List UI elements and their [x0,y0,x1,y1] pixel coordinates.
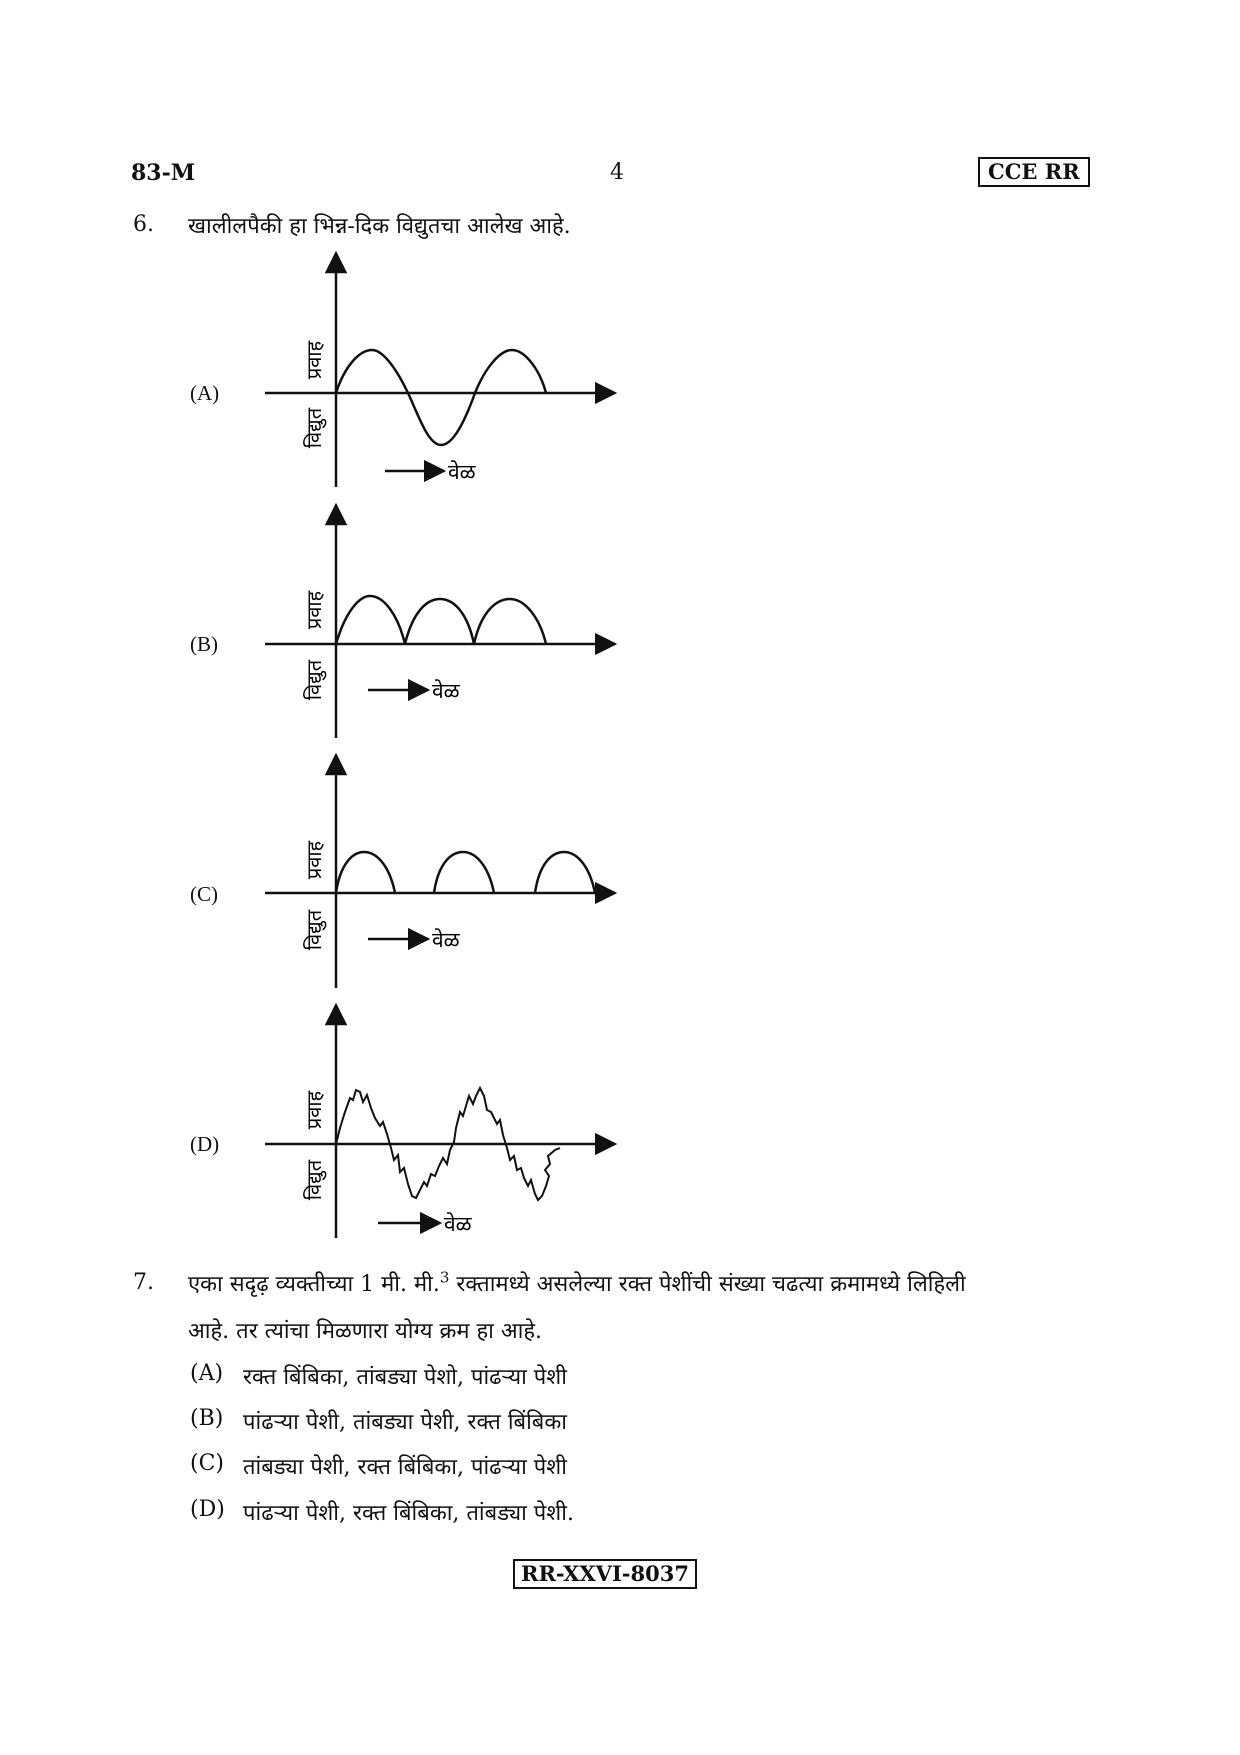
series-code-box: CCE RR [978,157,1090,187]
graph-c-arch-3 [535,852,595,893]
graph-c-y-label-bottom: विद्युत [302,909,326,951]
unit-superscript: 3 [439,1268,450,1287]
paper-code: 83-M [131,160,196,186]
graph-b-x-label: वेळ [432,679,460,703]
graph-c-y-label-top: प्रवाह [302,840,326,880]
graph-d-label: (D) [190,1132,220,1156]
option-b-text: पांढऱ्या पेशी, तांबड्या पेशी, रक्त बिंबिका [243,1410,567,1435]
option-c-text: तांबड्या पेशी, रक्त बिंबिका, पांढऱ्या पेशी [243,1455,567,1480]
graph-a-y-label-bottom: विद्युत [302,407,326,449]
graph-b-curve [336,596,546,644]
graph-c-label: (C) [190,882,218,906]
option-a-text: रक्त बिंबिका, तांबड्या पेशो, पांढऱ्या पेशी [243,1365,567,1390]
graph-c-arch-2 [434,852,494,893]
graph-d-y-label-bottom: विद्युत [302,1159,326,1201]
option-b-label: (B) [190,1406,224,1431]
footer-code-box: RR-XXVI-8037 [513,1559,697,1589]
graph-a-y-label-top: प्रवाह [302,340,326,380]
option-d-label: (D) [190,1497,225,1522]
option-d-text: पांढऱ्या पेशी, रक्त बिंबिका, तांबड्या पेशी. [243,1501,574,1526]
graph-a-curve [336,350,546,445]
question-7-line-1-end: रक्तामध्ये असलेल्या रक्त पेशींची संख्या चढत्या क्रमामध्ये लिहिली [449,1272,966,1297]
question-6-number: 6. [133,212,154,237]
graph-d-y-label-top: प्रवाह [302,1090,326,1130]
question-7-line-1 [188,1268,966,1298]
graph-b-y-label-top: प्रवाह [302,590,326,630]
graph-a-label: (A) [190,381,220,405]
graph-c-arch-1 [336,852,395,893]
option-c-label: (C) [190,1451,224,1476]
graph-a-x-label: वेळ [448,460,476,484]
question-7-line-1-start: एका सदृढ़ व्यक्तीच्या 1 मी. मी. [188,1272,440,1297]
graph-b-y-label-bottom: विद्युत [302,659,326,701]
graph-c-x-label: वेळ [432,928,460,952]
page-number: 4 [610,160,624,185]
graph-b-label: (B) [190,632,218,656]
option-a-label: (A) [190,1361,224,1386]
question-6-text: खालीलपैकी हा भिन्न-दिक विद्युतचा आलेख आहे. [188,214,571,239]
graph-d-x-label: वेळ [444,1212,472,1236]
question-7-number: 7. [133,1270,154,1295]
question-7-line-2: आहे. तर त्यांचा मिळणारा योग्य क्रम हा आहे. [188,1319,543,1344]
